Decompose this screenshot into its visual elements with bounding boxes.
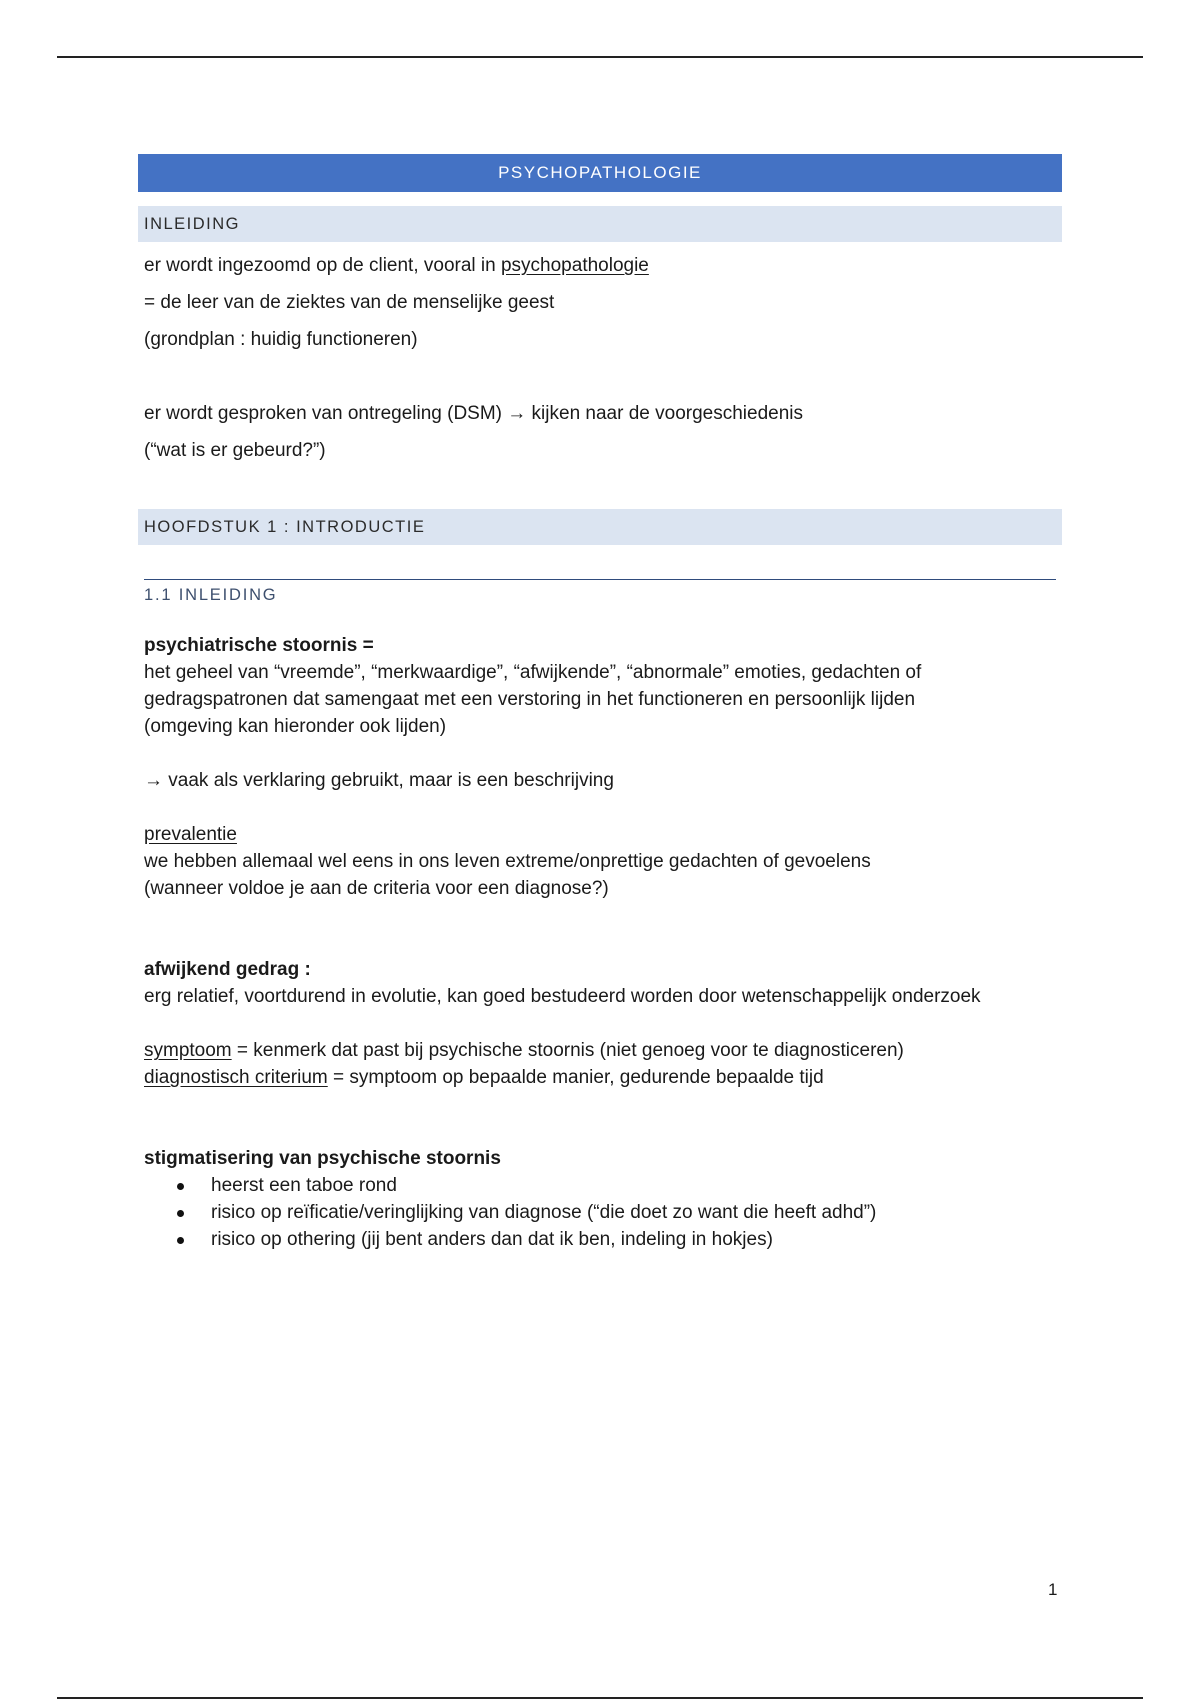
definition-line xyxy=(138,1037,1062,1064)
paragraph-line: (grondplan : huidig functioneren) xyxy=(144,329,418,350)
paragraph-line: (wanneer voldoe je aan de criteria voor een diagnose?) xyxy=(144,878,609,899)
list-item: risico op othering (jij bent anders dan dat ik ben, indeling in hokjes) xyxy=(211,1226,1062,1253)
paragraph-line: (omgeving kan hieronder ook lijden) xyxy=(144,716,447,737)
subsection-heading: 1.1 INLEIDING xyxy=(144,579,1056,612)
paragraph-line: het geheel van “vreemde”, “merkwaardige”, “afwijkende”, “abnormale” emoties, gedachten of xyxy=(144,662,922,683)
paragraph-line xyxy=(138,252,1062,279)
footer-rule xyxy=(57,1697,1143,1699)
underlined-term: diagnostisch criterium xyxy=(144,1067,328,1088)
underlined-term: symptoom xyxy=(144,1040,232,1061)
document-body xyxy=(138,154,1062,1253)
text: = symptoom op bepaalde manier, gedurende bepaalde tijd xyxy=(327,1067,824,1088)
paragraph-line: we hebben allemaal wel eens in ons leven extreme/onprettige gedachten of gevoelens xyxy=(144,851,871,872)
page-number: 1 xyxy=(1048,1580,1058,1599)
term-label: stigmatisering van psychische stoornis xyxy=(144,1148,501,1169)
heading-inleiding: INLEIDING xyxy=(138,206,1062,242)
document-title: PSYCHOPATHOLOGIE xyxy=(138,154,1062,192)
text: = kenmerk dat past bij psychische stoornis (niet genoeg voor te diagnosticeren) xyxy=(231,1040,904,1061)
paragraph-line: (“wat is er gebeurd?”) xyxy=(144,440,326,461)
term-label xyxy=(138,821,1062,848)
text: er wordt ingezoomd op de client, vooral in xyxy=(144,255,501,276)
term-label: psychiatrische stoornis = xyxy=(144,635,374,656)
paragraph-line: = de leer van de ziektes van de menselijke geest xyxy=(144,292,555,313)
paragraph-line: er wordt gesproken van ontregeling (DSM) → kijken naar de voorgeschiedenis xyxy=(144,403,804,424)
list-item: heerst een taboe rond xyxy=(211,1172,1062,1199)
bullet-list xyxy=(138,1172,1062,1253)
heading-hoofdstuk-1: HOOFDSTUK 1 : INTRODUCTIE xyxy=(138,509,1062,545)
term-label: afwijkend gedrag : xyxy=(144,959,311,980)
underlined-term: psychopathologie xyxy=(500,255,649,276)
paragraph-line: gedragspatronen dat samengaat met een verstoring in het functioneren en persoonlijk lijden xyxy=(144,689,916,710)
paragraph-line: erg relatief, voortdurend in evolutie, kan goed bestudeerd worden door wetenschappelijk onderzoek xyxy=(144,986,981,1007)
underlined-term: prevalentie xyxy=(144,824,237,845)
definition-line xyxy=(138,1064,1062,1091)
header-rule xyxy=(57,56,1143,58)
paragraph-line: → vaak als verklaring gebruikt, maar is een beschrijving xyxy=(144,770,614,791)
list-item: risico op reïficatie/veringlijking van diagnose (“die doet zo want die heeft adhd”) xyxy=(211,1199,1062,1226)
